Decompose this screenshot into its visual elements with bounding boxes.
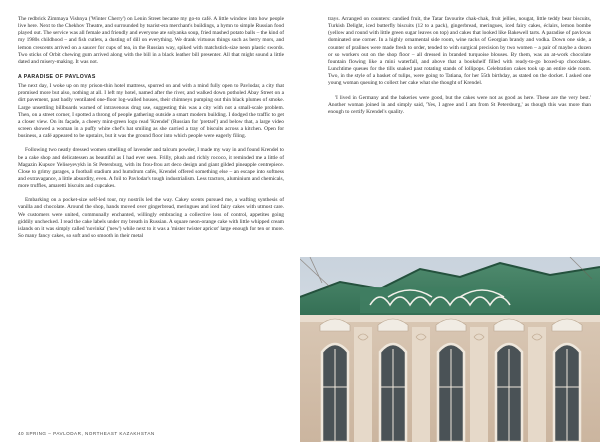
body-paragraph: Following two neatly dressed women smelling of lavender and talcum powder, I made my way in and found Krendel to be a cake shop and delicatessen as beautiful as I had ever seen. Frilly, plush and richly rococo, it reminded me a little of Magazin Kupsov Yeliseyevykh in St Petersburg, with its frou-frou art deco design and giant gilded pineapple centrepiece. Close to grimy garages, a football stadium and humdrum cafés, Krendel offered something else – an escape into softness and extravagance, a little absurdity, even. A foil to Pavlodar's tough industrialism. Less tractors, aluminium and chemicals, more truffles, amaretti biscuits and cupcakes. bbox=[18, 147, 284, 190]
body-paragraph: Embarking on a pocket-size self-led tour, my nostrils led the way. Cakey scents pursued me, a wafting synthesis of vanilla and chocolate. Around the shop, hands moved over gingerbread, meringues and iced fairy cakes with utmost care. We customers were united, communally enchanted, willingly embracing a collective loss of control, appetites going giddily unchecked. I read the cake labels under my breath in Russian. A square neon-orange cake with little whipped cream islands on it was simply called 'novinka' ('new') while next to it was a 'mister twister apricot' large enough for ten or more. So many fancy cakes, so soft and so smooth in their metal bbox=[18, 197, 284, 240]
body-paragraph: 'I lived in Germany and the bakeries were good, but the cakes were not as good as here. These are the very best.' Another woman joined in and simply said, 'Yes, I agree and I am from St Petersburg,' as though this was more than enough to certify Krendel's quality. bbox=[328, 94, 591, 115]
right-page bbox=[300, 0, 600, 442]
building-photo bbox=[300, 257, 600, 442]
section-heading: A PARADISE OF PAVLOVAS bbox=[18, 74, 96, 81]
left-page bbox=[0, 0, 298, 442]
right-text-column bbox=[328, 16, 591, 116]
page-footer: 40 SPRING – PAVLODAR, NORTHEAST KAZAKHSTAN bbox=[18, 431, 155, 436]
intro-paragraph: The redbrick Zimmaya Vishnya ('Winter Cherry') on Lenin Street became my go-to café. A little window into how people live here. Next to the Chekhov Theatre, and surrounded by tsarist-era merchant's buildings, a hymn to simple Russian food played out. The service was all female and friendly and everyone ate solyanka soup, fried mashed potato balls – the kind of my 1980s childhood – and fish cutlets, a dusting of dill on everything. We drank virtuous things such as berry mors, and lemon crescents arrived on a saucer for cups of tea, in the Russian way, spiked with matchstick-size neon plastic swords. Two sticks of Orbit chewing gum arrived along with the bill in a black leather bill presenter. All that might sound a little dated and misery-making. It was not. bbox=[18, 16, 284, 65]
ornate-facade-illustration bbox=[300, 257, 600, 442]
body-paragraph: trays. Arranged on counters: candied fruit, the Tatar favourite chak-chak, fruit jellies, nougat, little teddy bear biscuits, Turkish Delight, iced butterfly biscuits (12 to a pack), gingerbread, meringues, iced fairy cakes, éclairs, lemon bombe (yellow and round with little green sugar leaves on top) and cakes that looked like Bakewell tarts. A paradise of pavlovas dominated one corner. In a highly ornamental side room, wine racks of Georgian brandy and vodka. Down one side, a counter of pralines were made fresh to order, tended to with surgical precision by two women – a pair of maybe a dozen or so workers out on the shop floor – all dressed in branded turquoise blouses. By them, was an at-work chocolate fountain flowing like a mini waterfall, and above that a bookshelf filled with ready-to-go boxed-up chocolates. Lunchtime queues for the tills snaked past rotating stands of lollipops. Celebration cakes took up an entire side room. Two, in the style of a basket of tulips, were going to Tatiana, for her 55th birthday, as stated on the docket. I asked one young woman queuing to collect her cake what she thought of Krendel. bbox=[328, 16, 591, 87]
body-paragraph: The next day, I woke up on my prison-thin hotel mattress, spurred on and with a mind fully open to Pavlodar, a city that promised more but also, nothing at all. I left my hotel, named after the river, and walked down potholed Abay Street on a dirt pavement, past badly ventilated one-floor log-walled houses, their chimneys pumping out thin black plumes of smoke. Large unsettling billboards warned of intravenous drug use, suggesting this was a city with not a small-scale problem. Then, on a street corner, I spotted a throng of people gathering outside a smart modern building. I dodged the traffic to get a closer view. On its façade, a cheery mint-green logo read 'Krendel' (Russian for 'pretzel') and below that, a large video screen showed a woman in a puffy white chef's hat smiling as she carried a tray of biscuits across a kitchen. Open for business, a café appeared to be upstairs, but it was the ground floor into which people were eagerly filing. bbox=[18, 83, 284, 140]
left-text-column bbox=[18, 16, 284, 240]
